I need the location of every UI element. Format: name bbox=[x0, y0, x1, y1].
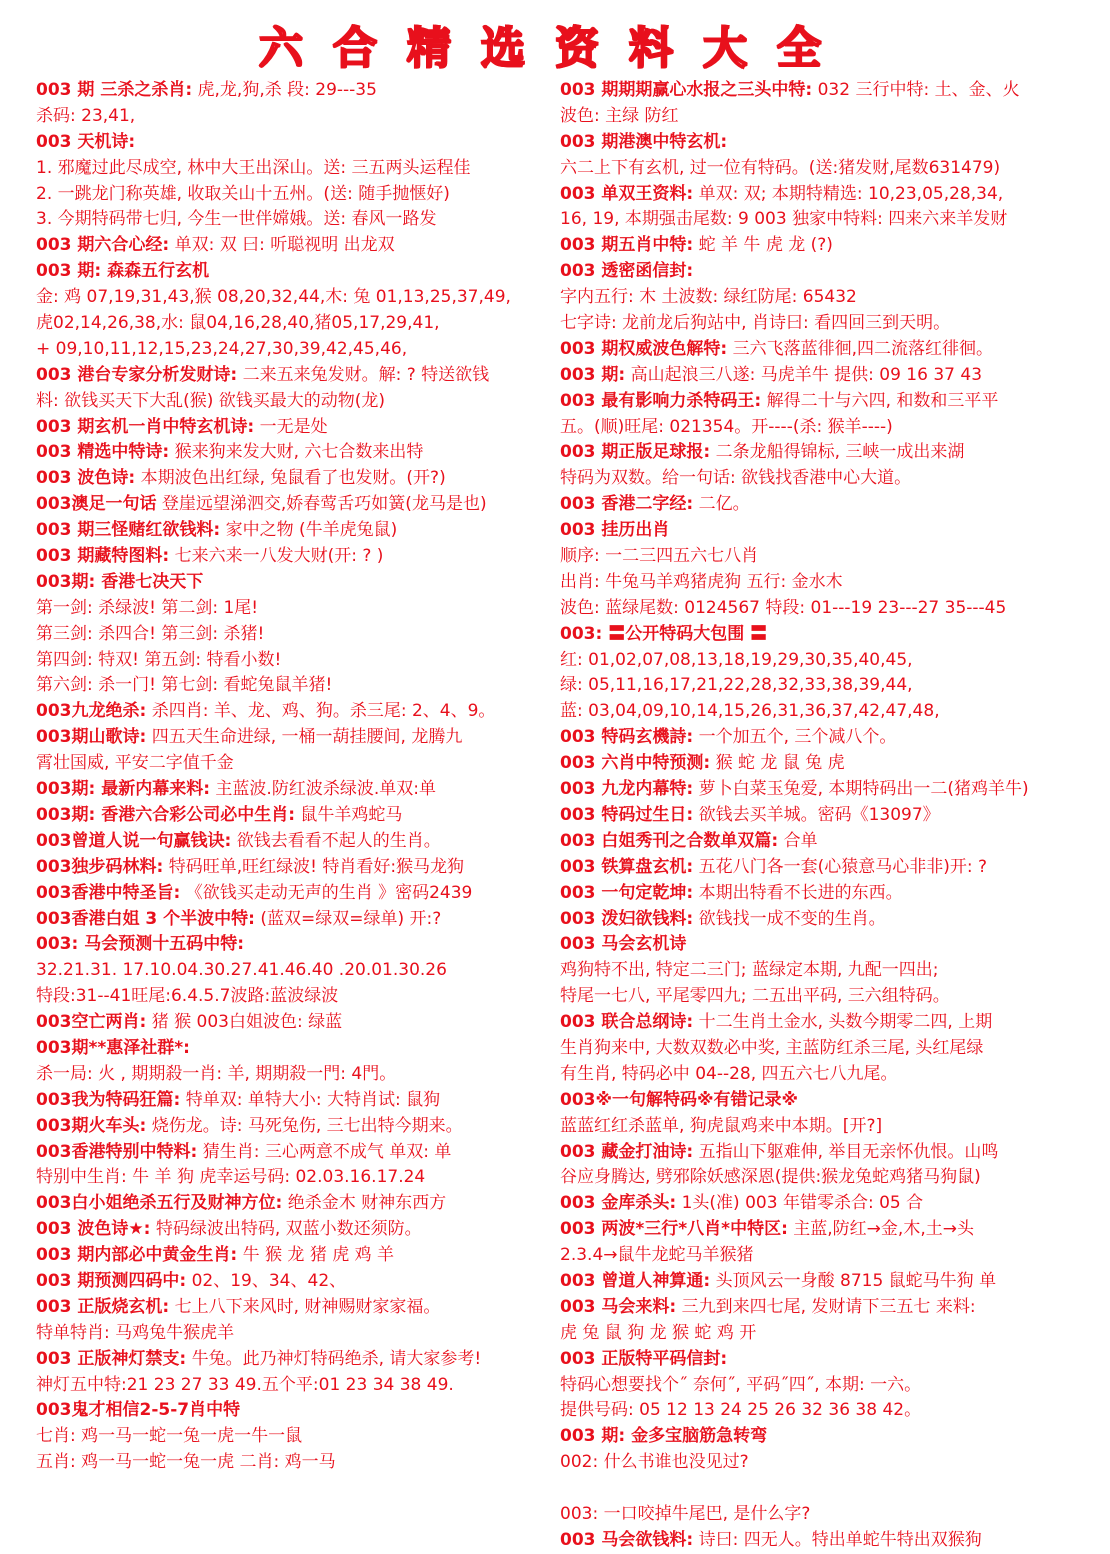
line-heading: 003鬼才相信2-5-7肖中特 bbox=[36, 1400, 241, 1421]
right-line bbox=[560, 958, 1072, 984]
line-heading: 003 期港澳中特玄机: bbox=[560, 131, 728, 152]
left-line bbox=[36, 1191, 548, 1217]
line-heading: 003 泼妇欲钱料: bbox=[560, 908, 694, 929]
line-text: + 09,10,11,12,15,23,24,27,30,39,42,45,46, bbox=[36, 338, 408, 359]
left-line bbox=[36, 648, 548, 674]
right-line bbox=[560, 259, 1072, 285]
line-text: 牛 猴 龙 猪 虎 鸡 羊 bbox=[237, 1245, 395, 1266]
right-line bbox=[560, 363, 1072, 389]
left-line bbox=[36, 1088, 548, 1114]
line-text: 特别中生肖: 牛 羊 狗 虎幸运号码: 02.03.16.17.24 bbox=[36, 1167, 426, 1188]
line-heading: 003 正版神灯禁支: bbox=[36, 1348, 187, 1369]
right-line bbox=[560, 1191, 1072, 1217]
line-text: 032 三行中特: 土、金、火 bbox=[812, 80, 1020, 100]
line-text: 字内五行: 木 土波数: 绿红防尾: 65432 bbox=[560, 287, 857, 308]
right-line bbox=[560, 1010, 1072, 1036]
line-text: 诗曰: 四无人。特出单蛇牛特出双猴狗 bbox=[693, 1529, 982, 1550]
right-line bbox=[560, 156, 1072, 182]
right-line bbox=[560, 932, 1072, 958]
line-heading: 003期山歌诗: bbox=[36, 727, 147, 748]
left-line bbox=[36, 311, 548, 337]
right-line bbox=[560, 803, 1072, 829]
line-heading: 003 最有影响力杀特码王: bbox=[560, 390, 762, 411]
line-text: 有生肖, 特码必中 04--28, 四五六七八九尾。 bbox=[560, 1063, 898, 1084]
line-text: 五肖: 鸡一马一蛇一兔一虎 二肖: 鸡一马 bbox=[36, 1452, 336, 1473]
left-line bbox=[36, 1010, 548, 1036]
line-heading: 003 单双王资料: bbox=[560, 183, 694, 204]
right-line bbox=[560, 570, 1072, 596]
right-line bbox=[560, 1243, 1072, 1269]
line-text: 六二上下有玄机, 过一位有特码。(送:猪发财,尾数631479) bbox=[560, 157, 1001, 178]
line-text: 单双: 双 曰: 听聪视明 出龙双 bbox=[169, 235, 395, 256]
right-line bbox=[560, 518, 1072, 544]
line-text: 《欲钱买走动无声的生肖 》密码2439 bbox=[180, 882, 473, 903]
line-text: 七上八下来风时, 财神赐财家家福。 bbox=[169, 1296, 441, 1317]
left-line bbox=[36, 622, 548, 648]
line-text: 五指山下躯难伸, 举目无亲怀仇恨。山鸣 bbox=[693, 1141, 999, 1162]
line-heading: 003 藏金打油诗: bbox=[560, 1141, 694, 1162]
right-line bbox=[560, 466, 1072, 492]
line-heading: 003澳足一句话 bbox=[36, 494, 157, 515]
right-line bbox=[560, 855, 1072, 881]
line-heading: 003我为特码狂篇: bbox=[36, 1089, 181, 1110]
line-heading: 003 透密函信封: bbox=[560, 261, 694, 282]
line-text: 金: 鸡 07,19,31,43,猴 08,20,32,44,木: 兔 01,13,25,37,49, bbox=[36, 287, 511, 308]
line-text: 解得二十与六四, 和数和三平平 bbox=[761, 390, 999, 411]
line-text: 三九到来四七尾, 发财请下三五七 来料: bbox=[676, 1296, 976, 1317]
right-line bbox=[560, 1140, 1072, 1166]
line-text: 三六飞落蓝徘徊,四二流落红徘徊。 bbox=[727, 338, 994, 359]
left-line bbox=[36, 285, 548, 311]
line-heading: 003: 马会预测十五码中特: bbox=[36, 934, 245, 955]
line-heading: 003 期权威波色解特: bbox=[560, 338, 728, 359]
line-heading: 003香港特别中特料: bbox=[36, 1141, 198, 1162]
right-line bbox=[560, 544, 1072, 570]
left-line bbox=[36, 1321, 548, 1347]
line-heading: 003期: 最新内幕来料: bbox=[36, 779, 211, 800]
right-line bbox=[560, 492, 1072, 518]
line-text: 2.3.4→鼠牛龙蛇马羊猴猪 bbox=[560, 1245, 754, 1266]
line-text: 霄壮国威, 平安二字值千金 bbox=[36, 753, 234, 774]
line-text: 1头(准) 003 年错零杀合: 05 合 bbox=[676, 1193, 924, 1214]
line-text: 特码旺单,旺红绿波! 特肖看好:猴马龙狗 bbox=[163, 856, 465, 877]
right-line bbox=[560, 182, 1072, 208]
line-heading: 003: 〓公开特码大包围 〓 bbox=[560, 623, 768, 644]
left-line bbox=[36, 1424, 548, 1450]
right-line bbox=[560, 1476, 1072, 1502]
line-heading: 003 曾道人神算通: bbox=[560, 1270, 711, 1291]
right-line bbox=[560, 777, 1072, 803]
line-heading: 003 六肖中特预测: bbox=[560, 753, 711, 774]
right-line bbox=[560, 1450, 1072, 1476]
line-text: 003: 一口咬掉牛尾巴, 是什么字? bbox=[560, 1503, 811, 1524]
line-text: 红: 01,02,07,08,13,18,19,29,30,35,40,45, bbox=[560, 649, 913, 670]
left-line bbox=[36, 389, 548, 415]
line-text: 七来六来一八发大财(开: ? ) bbox=[169, 546, 384, 567]
left-line bbox=[36, 259, 548, 285]
left-line bbox=[36, 1269, 548, 1295]
left-line bbox=[36, 182, 548, 208]
line-text: 神灯五中特:21 23 27 33 49.五个平:01 23 34 38 49. bbox=[36, 1374, 454, 1395]
right-line bbox=[560, 389, 1072, 415]
line-heading: 003 两波*三行*八肖*中特区: bbox=[560, 1219, 788, 1240]
line-text: 波色: 蓝绿尾数: 0124567 特段: 01---19 23---27 35---45 bbox=[560, 597, 1007, 618]
line-heading: 003 马会玄机诗 bbox=[560, 934, 687, 955]
line-text: 二条龙船得锦标, 三峡一成出来湖 bbox=[710, 442, 965, 463]
right-line bbox=[560, 207, 1072, 233]
line-text: 主蓝波.防红波杀绿波.单双:单 bbox=[210, 779, 436, 800]
line-text: 第四剑: 特双! 第五剑: 特看小数! bbox=[36, 649, 282, 670]
line-text: 十二生肖土金水, 头数今期零二四, 上期 bbox=[693, 1012, 993, 1033]
line-heading: 003期: 香港六合彩公司必中生肖: bbox=[36, 804, 296, 825]
line-text: 猴来狗来发大财, 六七合数来出特 bbox=[169, 442, 424, 463]
left-line bbox=[36, 881, 548, 907]
left-line bbox=[36, 932, 548, 958]
line-text: 16, 19, 本期强击尾数: 9 003 独家中特料: 四来六来羊发财 bbox=[560, 209, 1008, 230]
line-heading: 003 九龙内幕特: bbox=[560, 779, 694, 800]
line-heading: 003 期预测四码中: bbox=[36, 1270, 187, 1291]
right-line bbox=[560, 130, 1072, 156]
line-text: 欲钱去看看不起人的生肖。 bbox=[231, 830, 441, 851]
line-text: 虎02,14,26,38,水: 鼠04,16,28,40,猪05,17,29,41, bbox=[36, 313, 440, 334]
left-line bbox=[36, 1217, 548, 1243]
right-line bbox=[560, 699, 1072, 725]
line-heading: 003 期: 森森五行玄机 bbox=[36, 261, 210, 282]
line-heading: 003 金库杀头: bbox=[560, 1193, 677, 1214]
line-heading: 003独步码林料: bbox=[36, 856, 164, 877]
right-line bbox=[560, 1424, 1072, 1450]
line-text: 虎,龙,狗,杀 段: 29---35 bbox=[192, 80, 377, 100]
left-line bbox=[36, 958, 548, 984]
right-line bbox=[560, 1373, 1072, 1399]
right-line bbox=[560, 285, 1072, 311]
line-text: 登崖远望涕泗交,娇春莺舌巧如簧(龙马是也) bbox=[156, 494, 487, 515]
right-line bbox=[560, 673, 1072, 699]
left-line bbox=[36, 1398, 548, 1424]
line-heading: 003香港白姐 3 个半波中特: bbox=[36, 908, 255, 929]
line-heading: 003空亡两肖: bbox=[36, 1012, 147, 1033]
line-heading: 003 期期期赢心水报之三头中特: bbox=[560, 80, 813, 100]
right-line bbox=[560, 1165, 1072, 1191]
left-line bbox=[36, 855, 548, 881]
line-text: 特单双: 单特大小: 大特肖试: 鼠狗 bbox=[180, 1089, 441, 1110]
line-text: 一无是处 bbox=[254, 416, 328, 437]
left-line bbox=[36, 829, 548, 855]
right-line bbox=[560, 829, 1072, 855]
left-line bbox=[36, 803, 548, 829]
line-text: 特段:31--41旺尾:6.4.5.7波路:蓝波绿波 bbox=[36, 986, 339, 1007]
line-text: 谷应身腾达, 劈邪除妖感深恩(提供:猴龙兔蛇鸡猪马狗鼠) bbox=[560, 1167, 981, 1188]
line-heading: 003 期: 金多宝脑筋急转弯 bbox=[560, 1426, 768, 1447]
line-heading: 003期**惠泽社群*: bbox=[36, 1037, 190, 1058]
line-text: 本期波色出红绿, 兔鼠看了也发财。(开?) bbox=[135, 468, 446, 489]
line-text: 特码绿波出特码, 双蓝小数还须防。 bbox=[150, 1219, 422, 1240]
right-line bbox=[560, 984, 1072, 1010]
line-heading: 003※一句解特码※有错记录※ bbox=[560, 1089, 799, 1110]
left-line bbox=[36, 518, 548, 544]
line-text: 顺序: 一二三四五六七八肖 bbox=[560, 546, 759, 567]
line-text: 料: 欲钱买天下大乱(猴) 欲钱买最大的动物(龙) bbox=[36, 390, 386, 411]
line-text: 鸡狗特不出, 特定二三门; 蓝绿定本期, 九配一四出; bbox=[560, 960, 939, 981]
left-line bbox=[36, 78, 548, 104]
right-line bbox=[560, 907, 1072, 933]
line-text: 合单 bbox=[778, 830, 818, 851]
line-heading: 003 特码玄機詩: bbox=[560, 727, 694, 748]
line-text: 蓝: 03,04,09,10,14,15,26,31,36,37,42,47,48, bbox=[560, 701, 940, 722]
line-text: 特尾一七八, 平尾零四九; 二五出平码, 三六组特码。 bbox=[560, 986, 950, 1007]
line-text: 002: 什么书谁也没见过? bbox=[560, 1452, 749, 1473]
line-text: 特单特肖: 马鸡兔牛猴虎羊 bbox=[36, 1322, 235, 1343]
line-text: 高山起浪三八遂: 马虎羊牛 提供: 09 16 37 43 bbox=[625, 364, 983, 385]
line-heading: 003 马会来料: bbox=[560, 1296, 677, 1317]
line-heading: 003 联合总纲诗: bbox=[560, 1012, 694, 1033]
line-text: 头顶风云一身酸 8715 鼠蛇马牛狗 单 bbox=[710, 1270, 997, 1291]
line-text: 绿: 05,11,16,17,21,22,28,32,33,38,39,44, bbox=[560, 675, 913, 696]
line-text: 1. 邪魔过此尽成空, 林中大王出深山。送: 三五两头运程佳 bbox=[36, 157, 471, 178]
line-heading: 003 港台专家分析发财诗: bbox=[36, 364, 238, 385]
right-line bbox=[560, 1347, 1072, 1373]
left-line bbox=[36, 130, 548, 156]
line-heading: 003香港中特圣旨: bbox=[36, 882, 181, 903]
line-heading: 003白小姐绝杀五行及财神方位: bbox=[36, 1193, 283, 1214]
left-line bbox=[36, 984, 548, 1010]
line-heading: 003 精选中特诗: bbox=[36, 442, 170, 463]
left-line bbox=[36, 1295, 548, 1321]
left-line bbox=[36, 1373, 548, 1399]
line-text: 3. 今期特码带七归, 今生一世伴嫦娥。送: 春风一路发 bbox=[36, 209, 437, 230]
line-heading: 003 期玄机一肖中特玄机诗: bbox=[36, 416, 255, 437]
left-line bbox=[36, 233, 548, 259]
line-text: 第一剑: 杀绿波! 第二剑: 1尾! bbox=[36, 597, 259, 618]
line-heading: 003 期内部必中黄金生肖: bbox=[36, 1245, 238, 1266]
line-text: 五。(顺)旺尾: 021354。开----(杀: 猴羊----) bbox=[560, 416, 893, 437]
line-text: 绝杀金木 财神东西方 bbox=[282, 1193, 447, 1214]
line-text: 萝卜白菜玉兔爱, 本期特码出一二(猪鸡羊牛) bbox=[693, 779, 1029, 800]
line-heading: 003 期正版足球报: bbox=[560, 442, 711, 463]
line-heading: 003曾道人说一句赢钱诀: bbox=[36, 830, 232, 851]
right-line bbox=[560, 1088, 1072, 1114]
right-line bbox=[560, 78, 1072, 104]
right-line bbox=[560, 1269, 1072, 1295]
line-text: 四五天生命进绿, 一桶一葫挂腰间, 龙腾九 bbox=[146, 727, 463, 748]
left-line bbox=[36, 1243, 548, 1269]
line-heading: 003 期五肖中特: bbox=[560, 235, 694, 256]
right-line bbox=[560, 1062, 1072, 1088]
right-line bbox=[560, 1295, 1072, 1321]
line-heading: 003期火车头: bbox=[36, 1115, 147, 1136]
line-text: 欲钱找一成不变的生肖。 bbox=[693, 908, 886, 929]
line-text: 七字诗: 龙前龙后狗站中, 肖诗曰: 看四回三到天明。 bbox=[560, 313, 951, 334]
right-line bbox=[560, 596, 1072, 622]
line-text: 烧伤龙。诗: 马死兔伤, 三七出特今期来。 bbox=[146, 1115, 463, 1136]
line-text: 杀码: 23,41, bbox=[36, 105, 136, 126]
right-line bbox=[560, 1398, 1072, 1424]
line-text: 第六剑: 杀一门! 第七剑: 看蛇兔鼠羊猪! bbox=[36, 675, 333, 696]
line-text: (蓝双=绿双=绿单) 开:? bbox=[254, 908, 442, 929]
right-line bbox=[560, 1217, 1072, 1243]
left-line bbox=[36, 1450, 548, 1476]
line-text: 蓝蓝红红杀蓝单, 狗虎鼠鸡来中本期。[开?] bbox=[560, 1115, 883, 1136]
line-text: 七肖: 鸡一马一蛇一兔一虎一牛一鼠 bbox=[36, 1426, 303, 1447]
right-line bbox=[560, 751, 1072, 777]
right-column bbox=[560, 78, 1072, 1550]
left-line bbox=[36, 1062, 548, 1088]
line-text: 猴 蛇 龙 鼠 兔 虎 bbox=[710, 753, 845, 774]
right-line bbox=[560, 725, 1072, 751]
line-text: 单双: 双; 本期特精选: 10,23,05,28,34, bbox=[693, 183, 1004, 204]
right-line bbox=[560, 648, 1072, 674]
line-text: 一个加五个, 三个减八个。 bbox=[693, 727, 897, 748]
line-text: 杀四肖: 羊、龙、鸡、狗。杀三尾: 2、4、9。 bbox=[146, 701, 496, 722]
left-line bbox=[36, 466, 548, 492]
line-text: 32.21.31. 17.10.04.30.27.41.46.40 .20.01.30.26 bbox=[36, 960, 447, 981]
line-text: 五花八门各一套(心猿意马心非非)开: ? bbox=[693, 856, 988, 877]
line-heading: 003 期: bbox=[560, 364, 626, 385]
line-heading: 003 期 三杀之杀肖: bbox=[36, 80, 193, 100]
line-text: 波色: 主绿 防红 bbox=[560, 105, 679, 126]
line-text: 猜生肖: 三心两意不成气 单双: 单 bbox=[197, 1141, 452, 1162]
left-line bbox=[36, 596, 548, 622]
line-heading: 003九龙绝杀: bbox=[36, 701, 147, 722]
left-line bbox=[36, 104, 548, 130]
line-heading: 003 期藏特图料: bbox=[36, 546, 170, 567]
line-text: 第三剑: 杀四合! 第三剑: 杀猪! bbox=[36, 623, 265, 644]
left-line bbox=[36, 777, 548, 803]
right-line bbox=[560, 881, 1072, 907]
line-heading: 003期: 香港七决天下 bbox=[36, 571, 204, 592]
line-text: 二亿。 bbox=[693, 494, 750, 515]
line-text: 鼠牛羊鸡蛇马 bbox=[295, 804, 403, 825]
left-line bbox=[36, 440, 548, 466]
left-line bbox=[36, 363, 548, 389]
left-line bbox=[36, 156, 548, 182]
right-line bbox=[560, 233, 1072, 259]
line-heading: 003 波色诗: bbox=[36, 468, 136, 489]
line-heading: 003 白姐秀刊之合数单双篇: bbox=[560, 830, 779, 851]
right-line bbox=[560, 440, 1072, 466]
left-line bbox=[36, 570, 548, 596]
line-heading: 003 期六合心经: bbox=[36, 235, 170, 256]
left-line bbox=[36, 1114, 548, 1140]
line-text: 2. 一跳龙门称英雄, 收取关山十五州。(送: 随手抛惬好) bbox=[36, 183, 450, 204]
right-line bbox=[560, 415, 1072, 441]
left-line bbox=[36, 492, 548, 518]
line-text: 二来五来兔发财。解: ? 特送欲钱 bbox=[237, 364, 490, 385]
right-line bbox=[560, 1528, 1072, 1554]
left-line bbox=[36, 337, 548, 363]
line-text: 特码心想要找个˝ 奈何˝, 平码˝四˝, 本期: 一六。 bbox=[560, 1374, 922, 1395]
line-heading: 003 香港二字经: bbox=[560, 494, 694, 515]
line-text: 蛇 羊 牛 虎 龙 (?) bbox=[693, 235, 833, 256]
line-text: 欲钱去买羊城。密码《13097》 bbox=[693, 804, 940, 825]
line-text: 主蓝,防红→金,木,土→头 bbox=[787, 1219, 974, 1240]
line-text: 特码为双数。给一句话: 欲钱找香港中心大道。 bbox=[560, 468, 912, 489]
left-line bbox=[36, 725, 548, 751]
line-heading: 003 马会欲钱料: bbox=[560, 1529, 694, 1550]
left-line bbox=[36, 1140, 548, 1166]
line-heading: 003 正版特平码信封: bbox=[560, 1348, 728, 1369]
right-line bbox=[560, 1036, 1072, 1062]
line-text: 牛兔。此乃神灯特码绝杀, 请大家参考! bbox=[186, 1348, 482, 1369]
right-line bbox=[560, 1502, 1072, 1528]
line-heading: 003 波色诗★: bbox=[36, 1219, 151, 1240]
page-title: 六合精选资料大全 bbox=[259, 23, 851, 74]
right-line bbox=[560, 1114, 1072, 1140]
line-text: 02、19、34、42、 bbox=[186, 1270, 347, 1291]
line-heading: 003 一句定乾坤: bbox=[560, 882, 694, 903]
line-heading: 003 铁算盘玄机: bbox=[560, 856, 694, 877]
line-heading: 003 正版烧玄机: bbox=[36, 1296, 170, 1317]
line-heading: 003 天机诗: bbox=[36, 131, 136, 152]
left-line bbox=[36, 907, 548, 933]
line-text: 杀一局: 火 , 期期殺一肖: 羊, 期期殺一門: 4門。 bbox=[36, 1063, 397, 1084]
line-heading: 003 特码过生日: bbox=[560, 804, 694, 825]
line-text: 猪 猴 003白姐波色: 绿蓝 bbox=[146, 1012, 343, 1033]
left-line bbox=[36, 699, 548, 725]
right-line bbox=[560, 1321, 1072, 1347]
left-column bbox=[36, 78, 548, 1503]
line-heading: 003 挂历出肖 bbox=[560, 520, 670, 541]
line-heading: 003 期三怪赌红欲钱料: bbox=[36, 520, 221, 541]
right-line bbox=[560, 311, 1072, 337]
line-text: 出肖: 牛兔马羊鸡猪虎狗 五行: 金水木 bbox=[560, 571, 843, 592]
line-text: 生肖狗来中, 大数双数必中奖, 主蓝防红杀三尾, 头红尾绿 bbox=[560, 1037, 984, 1058]
left-line bbox=[36, 1036, 548, 1062]
left-line bbox=[36, 415, 548, 441]
left-line bbox=[36, 544, 548, 570]
line-text: 家中之物 (牛羊虎兔鼠) bbox=[220, 520, 398, 541]
left-line bbox=[36, 673, 548, 699]
line-text: 本期出特看不长进的东西。 bbox=[693, 882, 903, 903]
right-line bbox=[560, 622, 1072, 648]
right-line bbox=[560, 104, 1072, 130]
left-line bbox=[36, 1347, 548, 1373]
line-text: 提供号码: 05 12 13 24 25 26 32 36 38 42。 bbox=[560, 1400, 922, 1421]
left-line bbox=[36, 207, 548, 233]
left-line bbox=[36, 1165, 548, 1191]
right-line bbox=[560, 337, 1072, 363]
left-line bbox=[36, 751, 548, 777]
line-text: 虎 兔 鼠 狗 龙 猴 蛇 鸡 开 bbox=[560, 1322, 757, 1343]
